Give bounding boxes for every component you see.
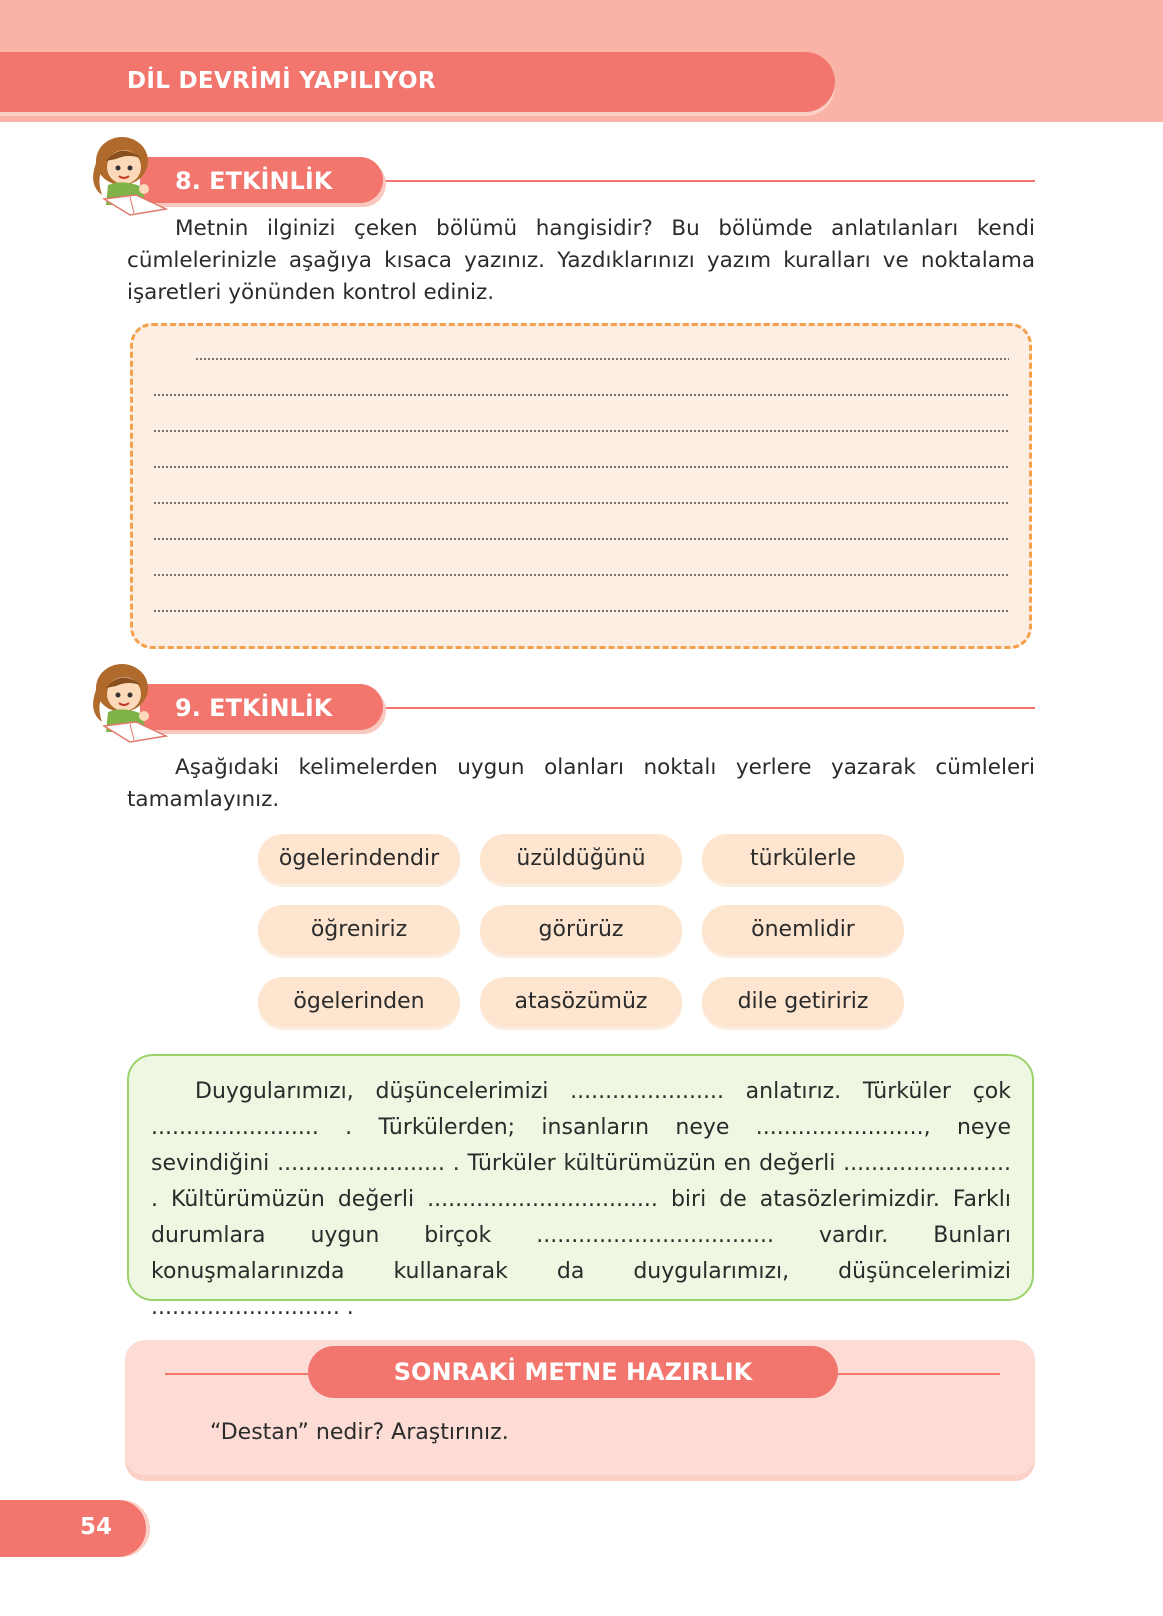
activity-9-divider	[380, 707, 1035, 709]
next-text-prep	[125, 1340, 1035, 1475]
writing-area[interactable]	[130, 323, 1032, 649]
page-number: 54	[80, 1514, 113, 1540]
page-number-tab	[0, 1500, 146, 1557]
writing-line[interactable]	[153, 430, 1009, 432]
word-chip[interactable]: atasözümüz	[480, 977, 682, 1027]
word-chip[interactable]: görürüz	[480, 905, 682, 955]
writing-line[interactable]	[153, 502, 1009, 504]
writing-line[interactable]	[153, 466, 1009, 468]
word-chip[interactable]: üzüldüğünü	[480, 834, 682, 884]
next-prep-divider-right	[830, 1373, 1000, 1375]
reading-girl-icon	[86, 660, 174, 744]
word-chip[interactable]: dile getiririz	[702, 977, 904, 1027]
writing-line[interactable]	[153, 574, 1009, 576]
word-chip[interactable]: öğreniriz	[258, 905, 460, 955]
activity-9-label: 9. ETKİNLİK	[175, 694, 333, 722]
activity-8-instruction: Metnin ilginizi çeken bölümü hangisidir? Bu bölümde anlatılanları kendi cümlelerinizle aşağıya kısaca yazınız. Yazdıklarınızı yazım kuralları ve noktalama işaretleri yönünden kontrol ediniz.	[127, 216, 1035, 305]
word-chip[interactable]: ögelerindendir	[258, 834, 460, 884]
word-chip[interactable]: ögelerinden	[258, 977, 460, 1027]
next-prep-question: “Destan” nedir? Araştırınız.	[210, 1420, 509, 1445]
writing-line[interactable]	[153, 610, 1009, 612]
word-chip[interactable]: önemlidir	[702, 905, 904, 955]
writing-line[interactable]	[153, 538, 1009, 540]
activity-8-label: 8. ETKİNLİK	[175, 167, 333, 195]
next-prep-divider-left	[165, 1373, 315, 1375]
next-prep-title: SONRAKİ METNE HAZIRLIK	[308, 1346, 838, 1398]
chapter-title: DİL DEVRİMİ YAPILIYOR	[127, 68, 436, 94]
activity-9-banner	[140, 684, 383, 730]
activity-8-banner	[140, 157, 383, 203]
activity-9-instruction: Aşağıdaki kelimelerden uygun olanları noktalı yerlere yazarak cümleleri tamamlayınız.	[127, 755, 1035, 812]
fill-in-text[interactable]: Duygularımızı, düşüncelerimizi ...................... anlatırız. Türküler çok ........................ . Türkülerden; insanların neye ........................, neye sevindiğini ........................ . Türküler kültürümüzün en değerli ........................ . Kültürümüzün değerli ................................. biri de atasözlerimizdir. Farklı durumlara uygun birçok .................................. vardır. Bunları konuşmalarınızda kullanarak da duygularımızı, düşüncelerimizi ........................... .	[151, 1079, 1011, 1320]
writing-line[interactable]	[153, 394, 1009, 396]
writing-line[interactable]	[195, 358, 1009, 360]
activity-8-divider	[380, 180, 1035, 182]
fill-in-passage	[127, 1054, 1034, 1320]
reading-girl-icon	[86, 133, 174, 217]
word-chip[interactable]: türkülerle	[702, 834, 904, 884]
